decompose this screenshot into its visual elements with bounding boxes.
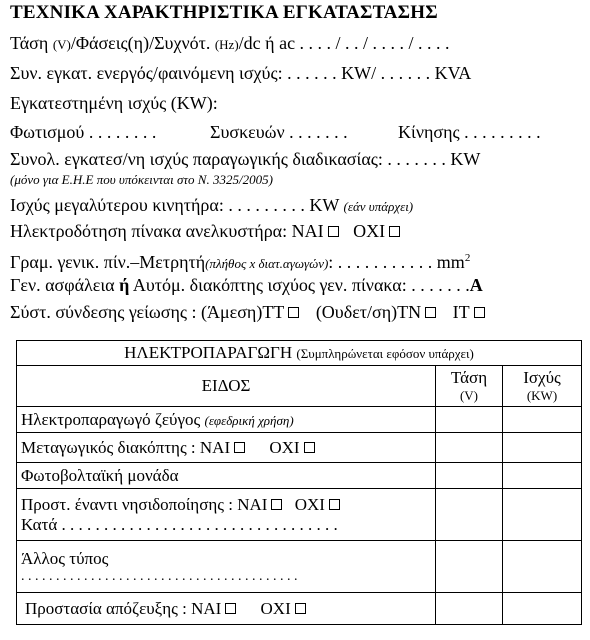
power-input-cell[interactable] bbox=[503, 541, 582, 593]
voltage-input-cell[interactable] bbox=[436, 463, 503, 489]
elevator-yes-checkbox[interactable] bbox=[328, 226, 339, 237]
decoupling-cell: Προστασία απόζευξης : ΝΑΙ ΟΧΙ bbox=[17, 593, 436, 625]
voltage-input-cell[interactable] bbox=[436, 541, 503, 593]
voltage-input-cell[interactable] bbox=[436, 433, 503, 463]
motion-field: Κίνησης . . . . . . . . . bbox=[398, 122, 541, 142]
main-line-line: Γραμ. γενικ. πίν.–Μετρητή(πλήθος x διατ.αγωγών): . . . . . . . . . . . $mm^2$ bbox=[10, 252, 471, 272]
island-no-checkbox[interactable] bbox=[329, 499, 340, 510]
table-row bbox=[17, 433, 582, 463]
elevator-no-checkbox[interactable] bbox=[389, 226, 400, 237]
voltage-line: Τάση (V)/Φάσεις(η)/Συχνότ. (Hz)/dc ή ac . . . . / . . / . . . . / . . . . bbox=[10, 33, 450, 53]
production-note: (μόνο για Ε.Η.Ε που υπόκεινται στο Ν. 3325/2005) bbox=[10, 172, 273, 187]
power-input-cell[interactable] bbox=[503, 433, 582, 463]
installed-breakdown bbox=[10, 121, 580, 143]
power-input-cell[interactable] bbox=[503, 463, 582, 489]
earthing-tn-checkbox[interactable] bbox=[425, 307, 436, 318]
island-yes-checkbox[interactable] bbox=[271, 499, 282, 510]
earthing-line: Σύστ. σύνδεσης γείωσης : (Άμεση)ΤΤ (Ουδετ/ση)ΤΝ ΙΤ bbox=[10, 301, 487, 323]
pv-cell: Φωτοβολταϊκή μονάδα bbox=[17, 463, 436, 489]
production-line: Συνολ. εγκατεσ/νη ισχύς παραγωγικής διαδικασίας: . . . . . . . KW bbox=[10, 149, 481, 169]
generation-table bbox=[16, 340, 582, 625]
switch-no-checkbox[interactable] bbox=[304, 442, 315, 453]
generation-header: ΗΛΕΚΤΡΟΠΑΡΑΓΩΓΗ (Συμπληρώνεται εφόσον υπάρχει) bbox=[17, 341, 582, 366]
switch-yes-checkbox[interactable] bbox=[234, 442, 245, 453]
section-title: ΤΕΧΝΙΚΑ ΧΑΡΑΚΤΗΡΙΣΤΙΚΑ ΕΓΚΑΤΑΣΤΑΣΗΣ bbox=[10, 2, 438, 23]
elevator-line: Ηλεκτροδότηση πίνακα ανελκυστήρα: ΝΑΙ ΟΧΙ bbox=[10, 220, 402, 242]
decoupling-yes-checkbox[interactable] bbox=[225, 603, 236, 614]
lighting-field: Φωτισμού . . . . . . . . bbox=[10, 122, 157, 142]
table-row bbox=[17, 593, 582, 625]
other-cell: Άλλος τύπος . . . . . . . . . . . . . . . . . . . . . . . . . . . . . . . . . . . . . . . . bbox=[17, 541, 436, 593]
fuse-line: Γεν. ασφάλεια ή Αυτόμ. διακόπτης ισχύος γεν. πίνακα: . . . . . . .Α bbox=[10, 275, 483, 295]
earthing-it-checkbox[interactable] bbox=[474, 307, 485, 318]
power-line: Συν. εγκατ. ενεργός/φαινόμενη ισχύς: . . . . . . KW/ . . . . . . KVA bbox=[10, 63, 472, 83]
voltage-input-cell[interactable] bbox=[436, 407, 503, 433]
installed-power-label: Εγκατεστημένη ισχύς (KW): bbox=[10, 93, 218, 113]
decoupling-no-checkbox[interactable] bbox=[295, 603, 306, 614]
switch-cell: Μεταγωγικός διακόπτης : ΝΑΙ ΟΧΙ bbox=[17, 433, 436, 463]
power-input-cell[interactable] bbox=[503, 407, 582, 433]
earthing-tt-checkbox[interactable] bbox=[288, 307, 299, 318]
motor-line: Ισχύς μεγαλύτερου κινητήρα: . . . . . . . . . KW (εάν υπάρχει) bbox=[10, 195, 414, 215]
power-input-cell[interactable] bbox=[503, 593, 582, 625]
col-type-header: ΕΙΔΟΣ bbox=[17, 366, 436, 407]
voltage-input-cell[interactable] bbox=[436, 593, 503, 625]
table-row bbox=[17, 407, 582, 433]
col-voltage-header: Τάση (V) bbox=[436, 366, 503, 407]
genset-cell: Ηλεκτροπαραγωγό ζεύγος (εφεδρική χρήση) bbox=[17, 407, 436, 433]
devices-field: Συσκευών . . . . . . . bbox=[210, 122, 348, 142]
voltage-input-cell[interactable] bbox=[436, 489, 503, 541]
table-row bbox=[17, 463, 582, 489]
table-row bbox=[17, 541, 582, 593]
col-power-header: Ισχύς (KW) bbox=[503, 366, 582, 407]
island-cell: Προστ. έναντι νησιδοποίησης : ΝΑΙ ΟΧΙ Κατά . . . . . . . . . . . . . . . . . . . . . . . . . . . . . . . . . bbox=[17, 489, 436, 541]
table-row bbox=[17, 489, 582, 541]
power-input-cell[interactable] bbox=[503, 489, 582, 541]
